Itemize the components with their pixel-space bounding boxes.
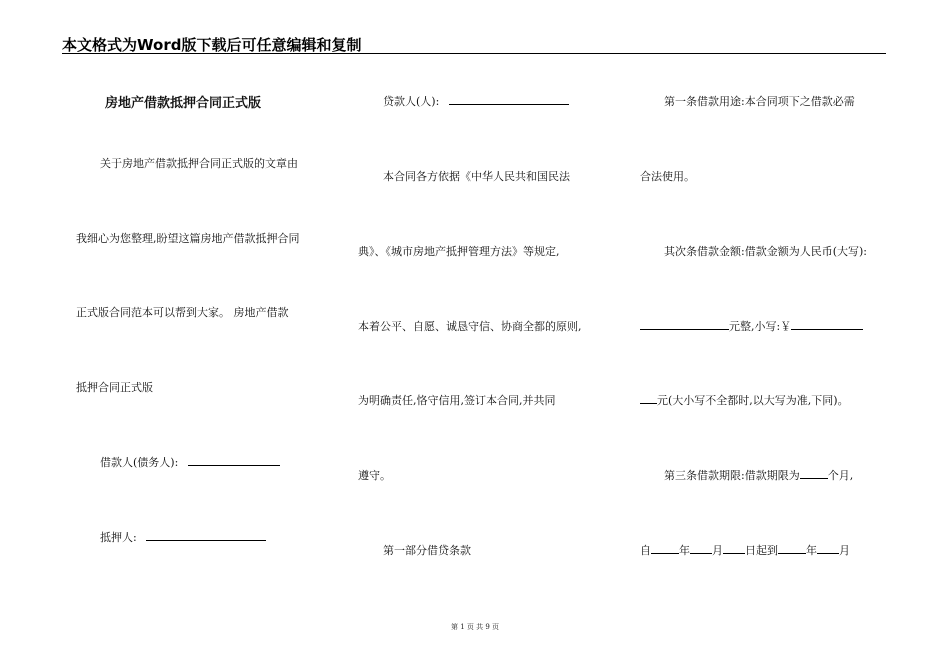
- article-2-line-3: [640, 392, 849, 408]
- borrower-line: [100, 454, 280, 470]
- header-divider: [62, 53, 886, 54]
- year-text: 年: [679, 544, 690, 557]
- lender-label: 贷款人(人):: [383, 95, 440, 108]
- article-1-line-2: 合法使用。: [640, 170, 695, 183]
- body-line-5: 遵守。: [358, 469, 391, 482]
- article-2-line-1: 其次条借款金额:借款金额为人民币(大写):: [664, 245, 867, 258]
- start-month-blank: [690, 542, 712, 554]
- term-unit: 个月,: [827, 469, 854, 482]
- article-2-line-2: [640, 318, 863, 334]
- month-text: 月: [712, 544, 723, 557]
- term-months-blank: [800, 467, 828, 479]
- end-month-blank: [817, 542, 839, 554]
- section-title: 第一部分借贷条款: [383, 544, 471, 557]
- article-3-line-1: [664, 467, 853, 483]
- intro-line-3: 正式版合同范本可以帮到大家。 房地产借款: [76, 306, 289, 319]
- mortgagor-blank: [146, 529, 266, 541]
- end-year-blank: [778, 542, 806, 554]
- amount-unit-text: 元整,小写:￥: [729, 320, 792, 333]
- intro-line-4: 抵押合同正式版: [76, 381, 153, 394]
- body-line-2: 典》、《城市房地产抵押管理方法》等规定,: [358, 245, 560, 258]
- amount-tail-blank: [640, 392, 657, 404]
- start-day-blank: [723, 542, 745, 554]
- day-from-text: 日起到: [745, 544, 778, 557]
- lender-line: [383, 93, 569, 109]
- intro-line-2: 我细心为您整理,盼望这篇房地产借款抵押合同: [76, 232, 300, 245]
- header-title: 本文格式为Word版下载后可任意编辑和复制: [62, 36, 362, 54]
- amount-note-text: 元(大小写不全都时,以大写为准,下同)。: [657, 394, 849, 407]
- amount-figure-blank: [791, 318, 863, 330]
- term-label: 第三条借款期限:借款期限为: [664, 469, 800, 482]
- borrower-blank: [188, 454, 280, 466]
- document-title: 房地产借款抵押合同正式版: [105, 96, 262, 111]
- borrower-label: 借款人(债务人):: [100, 456, 179, 469]
- article-3-line-2: [640, 542, 850, 558]
- mortgagor-label: 抵押人:: [100, 531, 137, 544]
- from-text: 自: [640, 544, 651, 557]
- lender-blank: [449, 93, 569, 105]
- start-year-blank: [651, 542, 679, 554]
- month2-text: 月: [839, 544, 850, 557]
- mortgagor-line: [100, 529, 266, 545]
- intro-line-1: 关于房地产借款抵押合同正式版的文章由: [100, 157, 298, 170]
- body-line-3: 本着公平、自愿、诚恳守信、协商全都的原则,: [358, 320, 582, 333]
- amount-words-blank: [640, 318, 729, 330]
- year2-text: 年: [806, 544, 817, 557]
- article-1-line-1: 第一条借款用途:本合同项下之借款必需: [664, 95, 855, 108]
- body-line-1: 本合同各方依据《中华人民共和国民法: [383, 170, 570, 183]
- page-number-footer: 第 1 页 共 9 页: [450, 623, 500, 631]
- body-line-4: 为明确责任,恪守信用,签订本合同,并共同: [358, 394, 556, 407]
